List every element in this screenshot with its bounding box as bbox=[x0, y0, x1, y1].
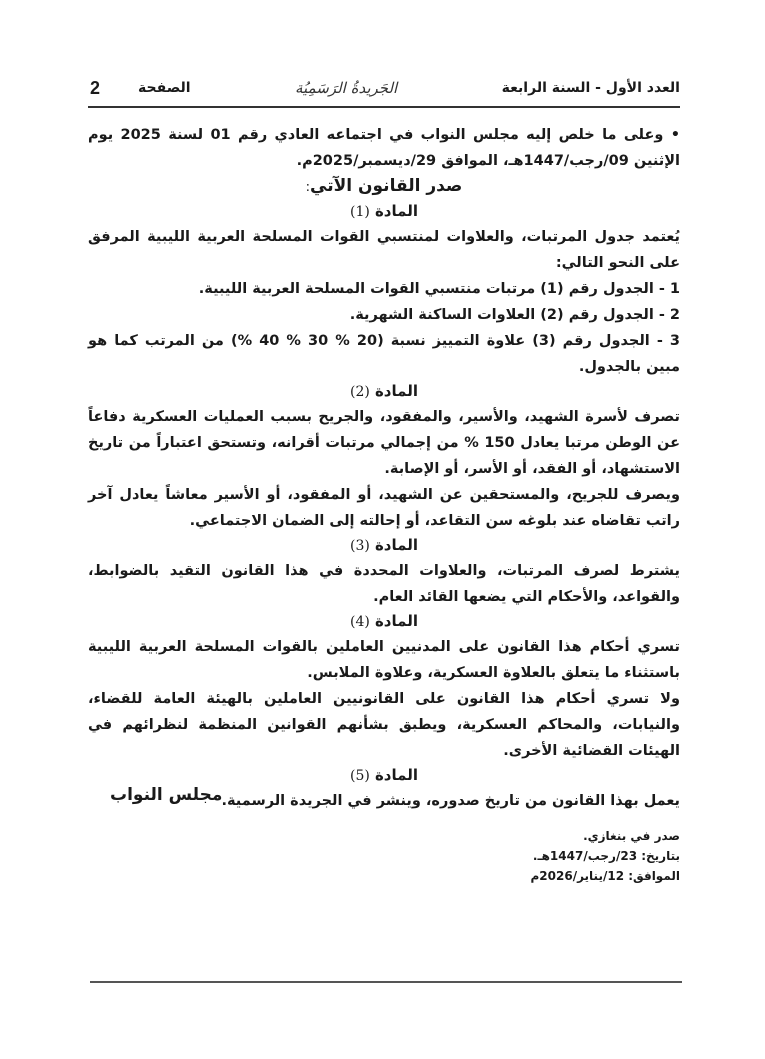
law-heading: صدر القانون الآتي: bbox=[305, 176, 463, 196]
article-5-paragraph: يعمل بهذا القانون من تاريخ صدوره، وينشر في الجريدة الرسمية. bbox=[221, 793, 680, 809]
article-4-paragraph-1: تسري أحكام هذا القانون على المدنيين العاملين بالقوات المسلحة العربية الليبية باستثناء ما يتعلق بالعلاوة العسكرية، وعلاوة الملابس. bbox=[88, 639, 680, 681]
header-divider bbox=[88, 106, 680, 108]
article-2-paragraph-2: ويصرف للجريح، والمستحقين عن الشهيد، أو المفقود، أو الأسير معاشاً يعادل آخر راتب تقاضاه عند بلوغه سن التقاعد، أو إحالته إلى الضمان الاجتماعي. bbox=[88, 487, 680, 529]
gazette-masthead: الجَريدةُ الرَسَمِيُة bbox=[295, 79, 398, 97]
article-4-title: المادة (4) bbox=[350, 612, 418, 630]
page-header bbox=[90, 72, 680, 104]
article-1-item-3: 3 - الجدول رقم (3) علاوة التمييز نسبة (20 % 30 % 40 %) من المرتب كما هو مبين بالجدول. bbox=[88, 333, 680, 375]
preamble-text: وعلى ما خلص إليه مجلس النواب في اجتماعه العادي رقم 01 لسنة 2025 يوم الإثنين 09/رجب/1447هـ، الموافق 29/ديسمبر/2025م. bbox=[88, 127, 680, 169]
law-body bbox=[88, 122, 680, 814]
article-1-item-2: 2 - الجدول رقم (2) العلاوات الساكنة الشهرية. bbox=[349, 307, 680, 323]
bullet-icon: • bbox=[670, 127, 680, 143]
page-number: 2 bbox=[90, 77, 101, 98]
signature-house-of-representatives: مجلس النواب bbox=[110, 785, 223, 805]
article-1-paragraph: يُعتمد جدول المرتبات، والعلاوات لمنتسبي القوات المسلحة العربية الليبية المرفق على النحو التالي: bbox=[88, 229, 680, 271]
issued-hijri-date: بتاريخ: 23/رجب/1447هـ. bbox=[532, 849, 680, 863]
issue-label: العدد الأول - السنة الرابعة bbox=[501, 80, 680, 96]
issuance-block bbox=[400, 826, 680, 886]
footer-divider bbox=[90, 981, 682, 983]
page-label: الصفحة bbox=[138, 80, 191, 96]
issued-gregorian-date: الموافق: 12/يناير/2026م bbox=[530, 869, 680, 883]
page-indicator bbox=[90, 78, 191, 99]
article-3-paragraph: يشترط لصرف المرتبات، والعلاوات المحددة في هذا القانون التقيد بالضوابط، والقواعد، والأحكام التي يضعها القائد العام. bbox=[88, 563, 680, 605]
article-3-title: المادة (3) bbox=[350, 536, 418, 554]
issued-place: صدر في بنغازي. bbox=[583, 829, 680, 843]
article-2-title: المادة (2) bbox=[350, 382, 418, 400]
article-5-title: المادة (5) bbox=[350, 766, 418, 784]
preamble bbox=[88, 122, 680, 174]
article-4-paragraph-2: ولا تسري أحكام هذا القانون على القانونيين العاملين بالهيئة العامة للقضاء، والنيابات، والمحاكم العسكرية، ويطبق بشأنهم القوانين المنظمة لنظرائهم في الهيئات القضائية الأخرى. bbox=[88, 691, 680, 759]
article-1-title: المادة (1) bbox=[350, 202, 418, 220]
article-2-paragraph-1: تصرف لأسرة الشهيد، والأسير، والمفقود، والجريح بسبب العمليات العسكرية دفاعاً عن الوطن مرتبا يعادل 150 % من إجمالي مرتبات أقرانه، وتستحق اعتباراً من تاريخ الاستشهاد، أو الفقد، أو الأسر، أو الإصابة. bbox=[88, 409, 680, 477]
article-1-item-1: 1 - الجدول رقم (1) مرتبات منتسبي القوات المسلحة العربية الليبية. bbox=[198, 281, 680, 297]
